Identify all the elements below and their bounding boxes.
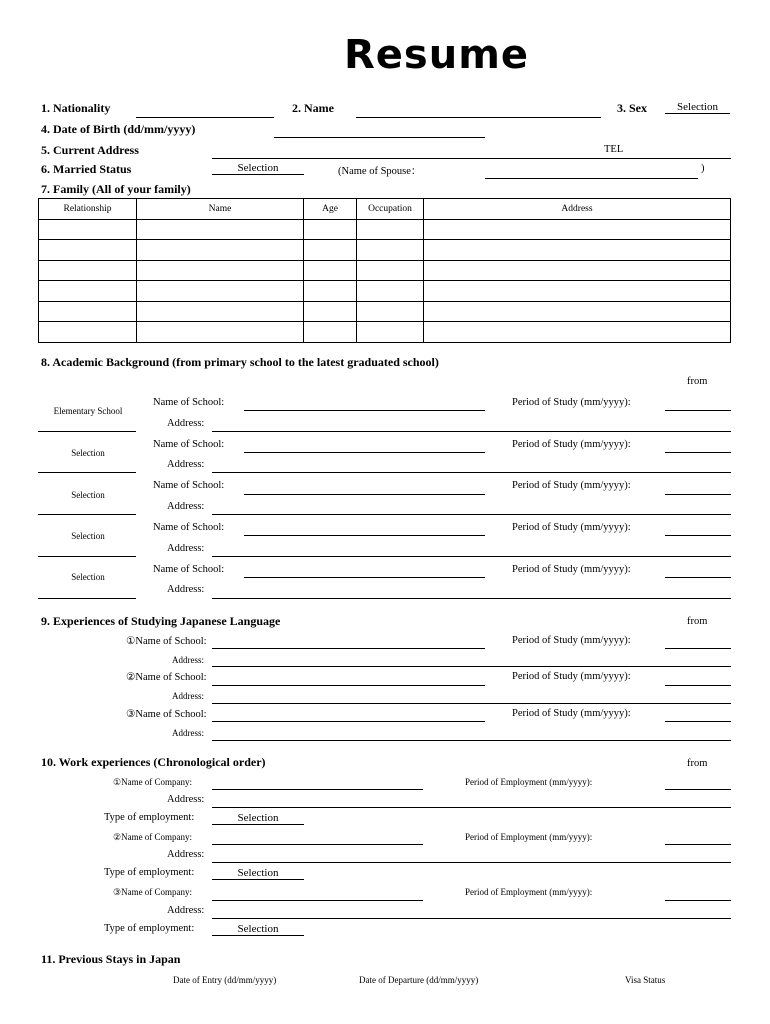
school-address-field[interactable]	[212, 472, 731, 473]
school-name-field[interactable]	[244, 452, 485, 453]
jp-address-label: Address:	[172, 691, 204, 701]
japanese-heading: 9. Experiences of Studying Japanese Language	[41, 614, 281, 628]
company-address-label: Address:	[167, 849, 205, 860]
table-cell[interactable]	[137, 260, 304, 281]
table-cell[interactable]	[424, 260, 731, 281]
tel-label: TEL	[604, 144, 624, 155]
table-cell[interactable]	[357, 322, 424, 343]
academic-level-line	[38, 556, 136, 557]
school-address-field[interactable]	[212, 598, 731, 599]
school-address-label: Address:	[167, 584, 205, 595]
company-label-3: ③Name of Company:	[113, 887, 193, 897]
period-label: Period of Study (mm/yyyy):	[512, 439, 631, 450]
work-heading: 10. Work experiences (Chronological order)	[41, 755, 266, 769]
period-field[interactable]	[665, 648, 731, 649]
table-row	[39, 281, 731, 302]
period-label: Period of Study (mm/yyyy):	[512, 708, 631, 719]
academic-level-line	[38, 431, 136, 432]
table-cell[interactable]	[137, 322, 304, 343]
col-address: Address	[424, 199, 731, 220]
school-name-label: Name of School:	[153, 397, 225, 408]
table-row	[39, 260, 731, 281]
table-cell[interactable]	[304, 219, 357, 240]
academic-level-line	[38, 514, 136, 515]
table-cell[interactable]	[304, 281, 357, 302]
school-name-field[interactable]	[244, 535, 485, 536]
nationality-label: 1. Nationality	[41, 101, 111, 115]
table-row	[39, 322, 731, 343]
table-cell[interactable]	[39, 240, 137, 261]
period-label: Period of Study (mm/yyyy):	[512, 635, 631, 646]
table-cell[interactable]	[357, 260, 424, 281]
company-label-1: ①Name of Company:	[113, 777, 193, 787]
company-address-label: Address:	[167, 905, 205, 916]
entry-date-label: Date of Entry (dd/mm/yyyy)	[173, 975, 277, 985]
visa-status-label: Visa Status	[625, 975, 666, 985]
period-label: Period of Study (mm/yyyy):	[512, 522, 631, 533]
company-address-label: Address:	[167, 794, 205, 805]
employment-type-select[interactable]: Selection	[212, 923, 304, 936]
period-field[interactable]	[665, 410, 731, 411]
period-field[interactable]	[665, 900, 731, 901]
japanese-from: from	[687, 616, 708, 627]
dob-field[interactable]	[274, 137, 485, 138]
employment-type-label: Type of employment:	[104, 867, 195, 878]
married-select[interactable]: Selection	[212, 162, 304, 175]
table-cell[interactable]	[357, 281, 424, 302]
spouse-field[interactable]	[485, 178, 698, 179]
employment-period-label: Period of Employment (mm/yyyy):	[465, 887, 593, 897]
dob-label: 4. Date of Birth (dd/mm/yyyy)	[41, 122, 196, 136]
jp-school-label-3: ③Name of School:	[126, 709, 207, 720]
school-address-field[interactable]	[212, 556, 731, 557]
employment-type-label: Type of employment:	[104, 812, 195, 823]
period-label: Period of Study (mm/yyyy):	[512, 671, 631, 682]
period-field[interactable]	[665, 535, 731, 536]
school-address-field[interactable]	[212, 514, 731, 515]
school-address-field[interactable]	[212, 431, 731, 432]
table-cell[interactable]	[39, 281, 137, 302]
period-field[interactable]	[665, 494, 731, 495]
academic-level-5[interactable]: Selection	[71, 572, 105, 582]
table-cell[interactable]	[304, 301, 357, 322]
table-cell[interactable]	[424, 301, 731, 322]
jp-school-label-1: ①Name of School:	[126, 636, 207, 647]
table-cell[interactable]	[304, 240, 357, 261]
jp-school-label-2: ②Name of School:	[126, 672, 207, 683]
table-cell[interactable]	[424, 219, 731, 240]
nationality-field[interactable]	[136, 117, 274, 118]
col-name: Name	[137, 199, 304, 220]
table-row	[39, 240, 731, 261]
school-name-field[interactable]	[244, 577, 485, 578]
academic-from: from	[687, 376, 708, 387]
jp-address-field[interactable]	[212, 740, 731, 741]
address-label: 5. Current Address	[41, 143, 139, 157]
employment-type-select[interactable]: Selection	[212, 867, 304, 880]
table-cell[interactable]	[424, 240, 731, 261]
school-address-label: Address:	[167, 418, 205, 429]
school-address-label: Address:	[167, 459, 205, 470]
table-cell[interactable]	[137, 219, 304, 240]
departure-date-label: Date of Departure (dd/mm/yyyy)	[359, 975, 479, 985]
table-cell[interactable]	[39, 219, 137, 240]
company-field[interactable]	[212, 844, 423, 845]
table-cell[interactable]	[424, 281, 731, 302]
company-field[interactable]	[212, 789, 423, 790]
employment-period-label: Period of Employment (mm/yyyy):	[465, 777, 593, 787]
period-label: Period of Study (mm/yyyy):	[512, 397, 631, 408]
period-field[interactable]	[665, 844, 731, 845]
academic-level-3[interactable]: Selection	[71, 490, 105, 500]
table-cell[interactable]	[357, 240, 424, 261]
sex-label: 3. Sex	[617, 101, 647, 115]
col-relationship: Relationship	[39, 199, 137, 220]
jp-school-field[interactable]	[212, 721, 485, 722]
spouse-close: )	[701, 163, 705, 174]
family-label: 7. Family (All of your family)	[41, 182, 191, 196]
stays-heading: 11. Previous Stays in Japan	[41, 952, 181, 966]
school-address-label: Address:	[167, 543, 205, 554]
table-cell[interactable]	[137, 301, 304, 322]
jp-address-field[interactable]	[212, 703, 731, 704]
company-field[interactable]	[212, 900, 423, 901]
academic-level-1[interactable]: Elementary School	[53, 406, 123, 416]
spouse-label: (Name of Spouse：	[338, 166, 422, 177]
sex-select[interactable]: Selection	[665, 101, 730, 114]
table-cell[interactable]	[304, 260, 357, 281]
table-cell[interactable]	[304, 322, 357, 343]
school-name-field[interactable]	[244, 494, 485, 495]
academic-level-2[interactable]: Selection	[71, 448, 105, 458]
family-table	[38, 198, 731, 343]
period-field[interactable]	[665, 452, 731, 453]
company-label-2: ②Name of Company:	[113, 832, 193, 842]
jp-address-label: Address:	[172, 728, 204, 738]
table-cell[interactable]	[424, 322, 731, 343]
period-label: Period of Study (mm/yyyy):	[512, 480, 631, 491]
col-occupation: Occupation	[357, 199, 424, 220]
table-row	[39, 301, 731, 322]
col-age: Age	[304, 199, 357, 220]
period-field[interactable]	[665, 685, 731, 686]
table-cell[interactable]	[39, 322, 137, 343]
jp-school-field[interactable]	[212, 685, 485, 686]
jp-address-field[interactable]	[212, 666, 731, 667]
page-title: Resume	[344, 32, 530, 78]
period-field[interactable]	[665, 789, 731, 790]
work-from: from	[687, 758, 708, 769]
jp-school-field[interactable]	[212, 648, 485, 649]
name-field[interactable]	[356, 117, 601, 118]
period-label: Period of Study (mm/yyyy):	[512, 564, 631, 575]
table-cell[interactable]	[137, 240, 304, 261]
school-name-label: Name of School:	[153, 439, 225, 450]
academic-level-line	[38, 598, 136, 599]
table-cell[interactable]	[39, 260, 137, 281]
school-address-label: Address:	[167, 501, 205, 512]
school-name-label: Name of School:	[153, 480, 225, 491]
married-label: 6. Married Status	[41, 162, 132, 176]
company-address-field[interactable]	[212, 862, 731, 863]
table-cell[interactable]	[357, 219, 424, 240]
table-cell[interactable]	[137, 281, 304, 302]
jp-address-label: Address:	[172, 655, 204, 665]
school-name-field[interactable]	[244, 410, 485, 411]
employment-period-label: Period of Employment (mm/yyyy):	[465, 832, 593, 842]
name-label: 2. Name	[292, 101, 334, 115]
employment-type-label: Type of employment:	[104, 923, 195, 934]
address-field[interactable]	[212, 158, 731, 159]
family-header-row	[39, 199, 731, 220]
table-row	[39, 219, 731, 240]
academic-level-4[interactable]: Selection	[71, 531, 105, 541]
period-field[interactable]	[665, 577, 731, 578]
employment-type-select[interactable]: Selection	[212, 812, 304, 825]
school-name-label: Name of School:	[153, 564, 225, 575]
academic-heading: 8. Academic Background (from primary school to the latest graduated school)	[41, 355, 439, 369]
company-address-field[interactable]	[212, 918, 731, 919]
company-address-field[interactable]	[212, 807, 731, 808]
academic-level-line	[38, 472, 136, 473]
table-cell[interactable]	[39, 301, 137, 322]
table-cell[interactable]	[357, 301, 424, 322]
period-field[interactable]	[665, 721, 731, 722]
school-name-label: Name of School:	[153, 522, 225, 533]
